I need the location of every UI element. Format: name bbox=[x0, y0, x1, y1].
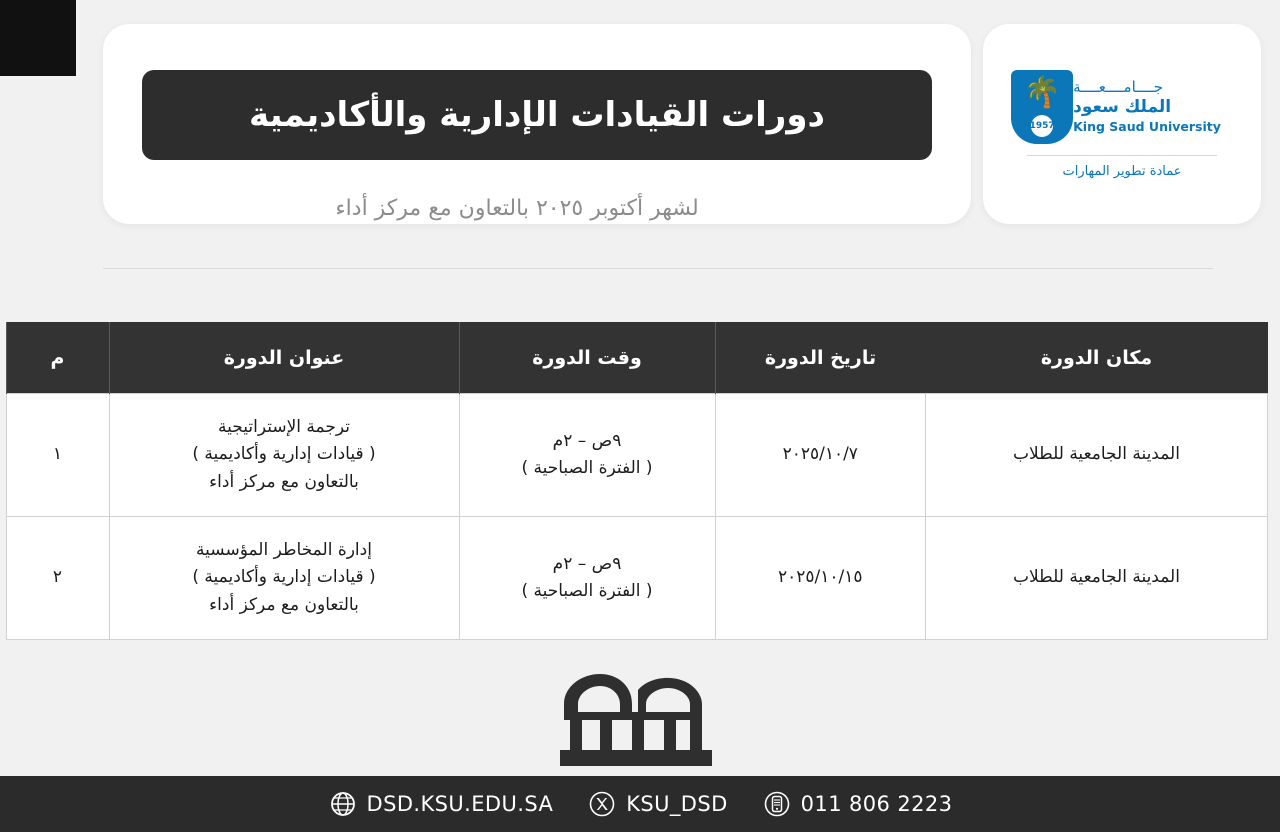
campus-building-icon bbox=[0, 668, 1280, 768]
footer-bar bbox=[0, 776, 1280, 832]
cell-title-line2: ( قيادات إدارية وأكاديمية ) bbox=[192, 567, 376, 588]
footer-twitter-text: KSU_DSD bbox=[626, 792, 728, 816]
table-body bbox=[6, 394, 1268, 640]
x-twitter-icon bbox=[587, 789, 617, 819]
col-header-date: تاريخ الدورة bbox=[715, 322, 926, 394]
col-header-place: مكان الدورة bbox=[926, 322, 1268, 394]
table-row bbox=[6, 517, 1268, 640]
palm-swords-icon: 🌴 bbox=[1023, 74, 1061, 110]
table-header bbox=[6, 322, 1268, 394]
cell-time-line2: ( الفترة الصباحية ) bbox=[521, 458, 653, 478]
cell-time-line2: ( الفترة الصباحية ) bbox=[521, 581, 653, 601]
logo-arabic-bottom: الملك سعود bbox=[1073, 96, 1172, 117]
footer-twitter[interactable] bbox=[587, 789, 727, 819]
globe-icon bbox=[328, 789, 358, 819]
footer-phone-text: 011 806 2223 bbox=[800, 792, 953, 816]
university-logo-card bbox=[983, 24, 1261, 224]
cell-number: ٢ bbox=[6, 517, 109, 640]
cell-time bbox=[459, 394, 715, 517]
phone-icon bbox=[762, 789, 792, 819]
ksu-emblem-icon bbox=[1011, 70, 1073, 144]
page-subtitle: لشهر أكتوبر ٢٠٢٥ بالتعاون مع مركز أداء bbox=[335, 196, 699, 221]
logo-row bbox=[1011, 70, 1233, 144]
cell-title bbox=[109, 517, 459, 640]
corner-decoration bbox=[0, 0, 76, 76]
courses-table-wrapper bbox=[10, 322, 1268, 640]
table-row bbox=[6, 394, 1268, 517]
footer-website-text: DSD.KSU.EDU.SA bbox=[366, 792, 554, 816]
cell-title-line1: ترجمة الإستراتيجية bbox=[218, 417, 350, 438]
cell-time-line1: ٩ص – ٢م bbox=[552, 430, 622, 451]
logo-department: عمادة تطوير المهارات bbox=[1062, 163, 1182, 179]
col-header-time: وقت الدورة bbox=[459, 322, 715, 394]
cell-title-line3: بالتعاون مع مركز أداء bbox=[209, 471, 359, 492]
founding-year: 1957 bbox=[1031, 115, 1053, 137]
cell-title bbox=[109, 394, 459, 517]
cell-number: ١ bbox=[6, 394, 109, 517]
page-title: دورات القيادات الإدارية والأكاديمية bbox=[249, 95, 825, 135]
header-divider bbox=[103, 268, 1213, 269]
logo-english: King Saud University bbox=[1073, 118, 1221, 134]
cell-title-line1: إدارة المخاطر المؤسسية bbox=[196, 540, 372, 561]
col-header-number: م bbox=[6, 322, 109, 394]
footer-website[interactable] bbox=[328, 789, 554, 819]
cell-title-line3: بالتعاون مع مركز أداء bbox=[209, 594, 359, 615]
logo-divider bbox=[1027, 155, 1217, 156]
col-header-title: عنوان الدورة bbox=[109, 322, 459, 394]
cell-title-line2: ( قيادات إدارية وأكاديمية ) bbox=[192, 444, 376, 465]
footer-phone[interactable] bbox=[762, 789, 953, 819]
title-banner bbox=[142, 70, 932, 160]
cell-time-line1: ٩ص – ٢م bbox=[552, 553, 622, 574]
logo-text-block bbox=[1073, 78, 1225, 136]
courses-table bbox=[6, 322, 1269, 640]
cell-time bbox=[459, 517, 715, 640]
cell-place: المدينة الجامعية للطلاب bbox=[926, 517, 1268, 640]
header-card bbox=[103, 24, 971, 224]
logo-arabic-top: جــــامــــعــــة bbox=[1073, 77, 1163, 96]
cell-date: ٢٠٢٥/١٠/٧ bbox=[715, 394, 926, 517]
cell-date: ٢٠٢٥/١٠/١٥ bbox=[715, 517, 926, 640]
cell-place: المدينة الجامعية للطلاب bbox=[926, 394, 1268, 517]
table-header-row bbox=[6, 322, 1268, 394]
